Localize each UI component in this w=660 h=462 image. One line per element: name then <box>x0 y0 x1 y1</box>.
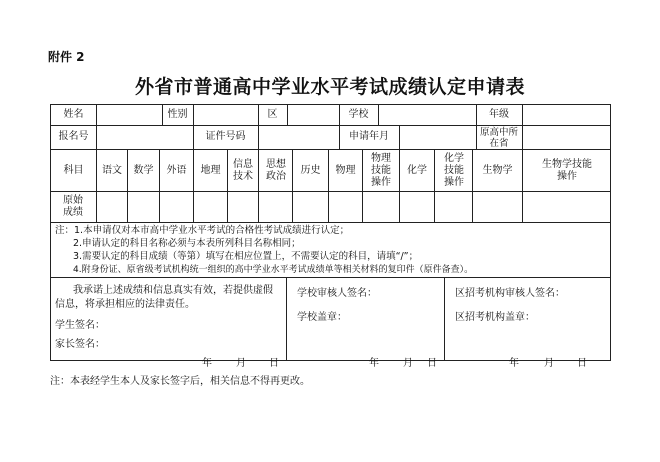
footer-note: 注：本表经学生本人及家长签字后，相关信息不得再更改。 <box>50 376 310 387</box>
col-divider <box>258 125 259 149</box>
pledge-text-line2: 信息，将承担相应的法律责任。 <box>55 299 195 310</box>
form-title: 外省市普通高中学业水平考试成绩认定申请表 <box>134 76 525 98</box>
reg-no-label: 报名号 <box>58 131 89 142</box>
date-month: 月 <box>544 358 554 369</box>
pledge-text-line1: 我承诺上述成绩和信息真实有效，若提供虚假 <box>73 285 273 296</box>
col-divider <box>476 125 477 149</box>
row-divider <box>51 222 610 223</box>
date-year: 年 <box>509 358 519 369</box>
district-label: 区 <box>267 109 278 120</box>
col-divider <box>522 125 523 149</box>
date-year: 年 <box>369 358 379 369</box>
original-scores-label: 原始成绩 <box>63 195 83 218</box>
gender-label: 性别 <box>167 109 188 120</box>
subject-politics: 思想政治 <box>266 158 286 182</box>
note-3: 3.需要认定的科目成绩（等第）填写在相应位置上，不需要认定的科目，请填“/”； <box>73 251 419 262</box>
subject-biology: 生物学 <box>482 164 513 176</box>
grade-label: 年级 <box>489 109 509 120</box>
subject-foreign-language: 外语 <box>166 164 187 176</box>
subject-chinese: 语文 <box>102 164 122 176</box>
note-2: 2.申请认定的科目名称必须与本表所列科目名称相同； <box>73 238 301 249</box>
district-reviewer-label: 区招考机构审核人签名： <box>455 288 565 299</box>
note-4: 4.附身份证、原省级考试机构统一组织的高中学业水平考试成绩单等相关材料的复印件（原件备查）。 <box>73 265 474 275</box>
subject-chemistry-practical: 化学技能操作 <box>444 152 464 188</box>
col-divider <box>96 105 97 125</box>
subject-chemistry: 化学 <box>407 164 427 176</box>
subject-it: 信息技术 <box>233 158 253 182</box>
col-divider <box>96 125 97 149</box>
application-form <box>50 104 611 369</box>
name-label: 姓名 <box>63 109 84 120</box>
district-seal-label: 区招考机构盖章： <box>455 312 535 323</box>
school-label: 学校 <box>348 109 369 120</box>
col-divider <box>522 149 523 222</box>
col-divider <box>399 125 400 149</box>
id-no-label: 证件号码 <box>205 131 246 142</box>
date-day: 日 <box>577 358 587 369</box>
subject-math: 数学 <box>133 164 154 176</box>
col-divider <box>444 277 445 361</box>
student-sign-label: 学生签名： <box>55 320 105 331</box>
subject-physics: 物理 <box>335 164 356 176</box>
subject-geography: 地理 <box>200 164 221 176</box>
subjects-header: 科目 <box>63 164 84 176</box>
row-divider <box>51 191 610 192</box>
date-month: 月 <box>403 358 413 369</box>
school-seal-label: 学校盖章： <box>297 312 347 323</box>
row-divider <box>51 277 610 278</box>
date-year: 年 <box>202 358 212 369</box>
apply-date-label: 申请年月 <box>349 131 389 142</box>
col-divider <box>434 149 435 222</box>
col-divider <box>193 105 194 125</box>
origin-school-label: 原高中所在省 <box>479 126 518 149</box>
attachment-label: 附件 2 <box>48 50 85 64</box>
col-divider <box>522 105 523 125</box>
note-1: 注：1.本申请仅对本市高中学业水平考试的合格性考试成绩进行认定； <box>55 225 350 236</box>
col-divider <box>378 105 379 125</box>
col-divider <box>362 149 363 222</box>
date-month: 月 <box>236 358 246 369</box>
parent-sign-label: 家长签名： <box>55 339 105 350</box>
subject-biology-practical: 生物学技能操作 <box>542 158 592 182</box>
col-divider <box>287 105 288 125</box>
school-reviewer-label: 学校审核人签名： <box>297 288 377 299</box>
col-divider <box>227 149 228 222</box>
row-divider <box>51 125 610 126</box>
col-divider <box>286 277 287 361</box>
col-divider <box>258 149 259 222</box>
date-day: 日 <box>427 358 437 369</box>
subject-physics-practical: 物理技能操作 <box>371 152 391 188</box>
date-day: 日 <box>269 358 279 369</box>
subject-history: 历史 <box>300 164 321 176</box>
